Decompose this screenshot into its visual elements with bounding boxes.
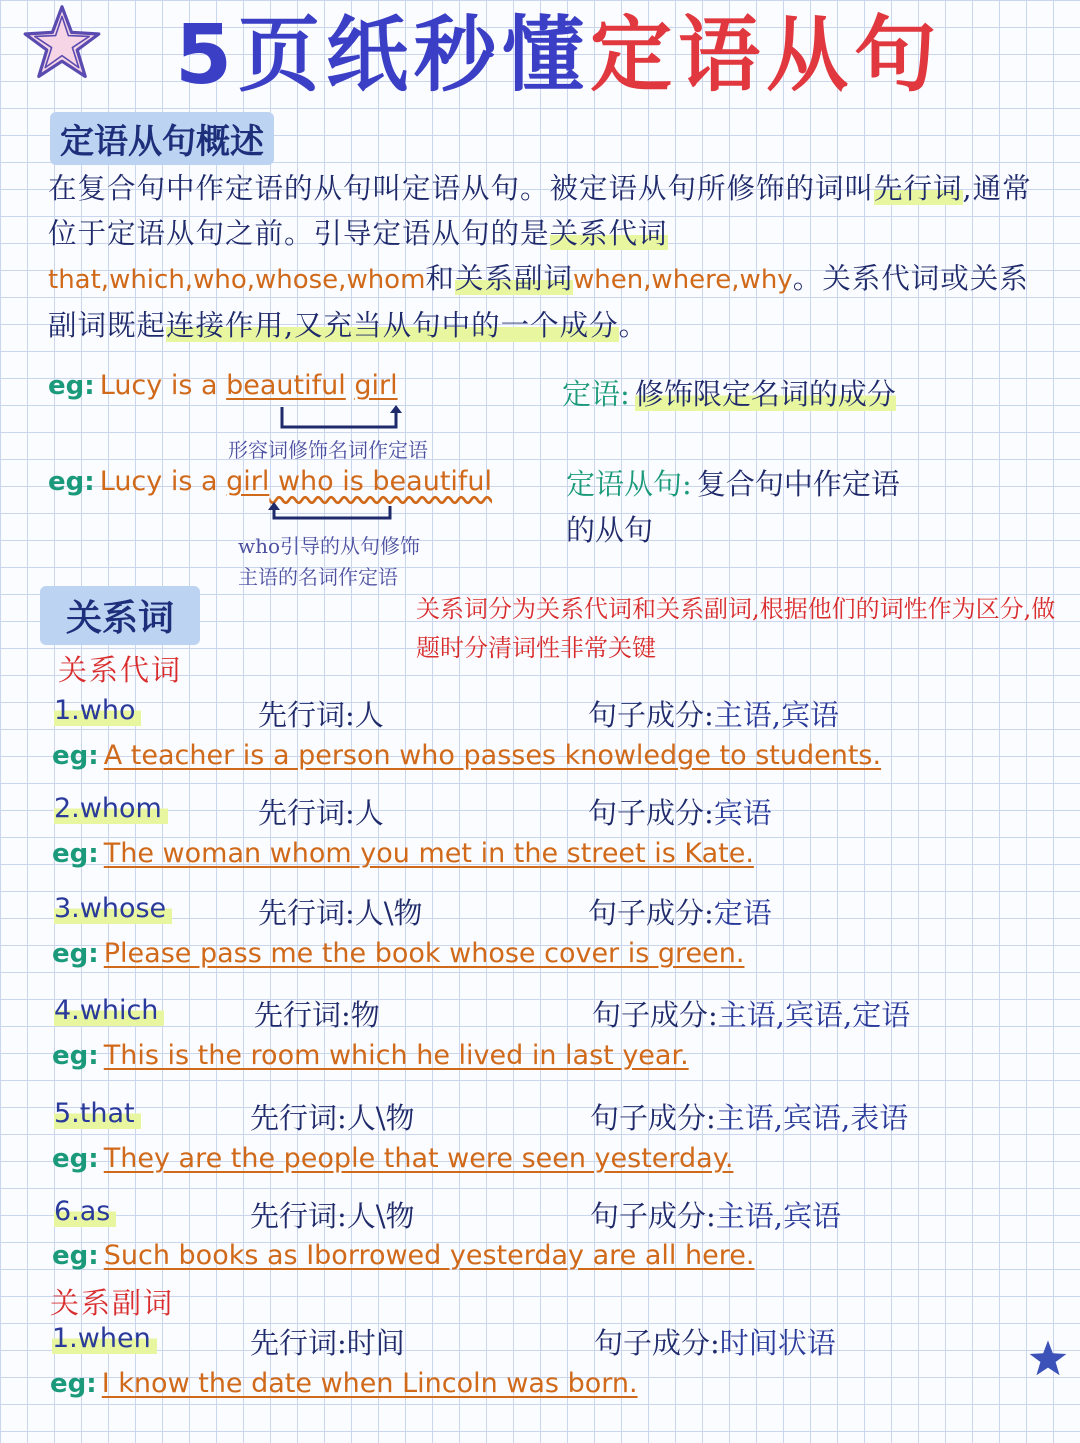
definition-attr-clause [566, 462, 900, 503]
example-2-note-1: who引导的从句修饰 [238, 534, 421, 558]
para-highlight-antecedent: 先行词 [874, 172, 963, 205]
label: 句子成分: [592, 998, 718, 1032]
example-1-sentence [100, 370, 398, 401]
label: 先行词: [250, 1101, 347, 1135]
sentence-part: Lucy is a [99, 370, 227, 401]
example-sentence: I know the date when Lincoln was born. [101, 1368, 638, 1399]
pronoun-antecedent [258, 791, 384, 832]
word-text: 4.which [54, 995, 164, 1026]
eg-label: eg: [52, 1241, 99, 1271]
word-text: 5.that [54, 1098, 141, 1129]
pronoun-example [52, 1040, 689, 1071]
label: 句子成分: [588, 698, 714, 732]
eg-label: eg: [52, 1041, 99, 1071]
pronoun-role [592, 993, 910, 1034]
adverb-word [52, 1323, 157, 1354]
title-part-2: 定语从句 [590, 8, 943, 103]
example-2 [48, 466, 492, 497]
value: 主语,宾语,表语 [715, 1101, 909, 1135]
sentence-part: Lucy is a [99, 466, 227, 497]
pronoun-role [588, 891, 772, 932]
label: 先行词: [258, 796, 355, 830]
eg-label: eg: [48, 371, 95, 401]
value: 定语 [713, 896, 772, 930]
pronoun-word [54, 695, 141, 726]
star-filled-icon [1028, 1338, 1068, 1378]
pronoun-antecedent [258, 891, 423, 932]
eg-label: eg: [52, 939, 99, 969]
def-attr-clause-1: 复合句中作定语 [696, 467, 900, 501]
para-text: 。 [618, 309, 649, 342]
pronoun-antecedent [254, 993, 380, 1034]
label: 先行词: [250, 1326, 347, 1360]
pronoun-example [52, 838, 754, 869]
term-attr-clause: 定语从句: [566, 467, 692, 501]
pronoun-heading: 关系代词 [58, 653, 183, 687]
value: 主语,宾语,定语 [717, 998, 911, 1032]
eg-label: eg: [52, 1144, 99, 1174]
pronoun-role [590, 1096, 908, 1137]
value: 宾语 [713, 796, 772, 830]
label: 句子成分: [594, 1326, 720, 1360]
label: 句子成分: [590, 1101, 716, 1135]
title-part-1: 5页纸秒懂 [175, 8, 591, 103]
example-sentence: This is the room which he lived in last year. [103, 1040, 689, 1071]
example-1-note: 形容词修饰名词作定语 [228, 438, 428, 462]
word-text: 3.whose [54, 893, 172, 924]
pronoun-example [52, 1143, 733, 1174]
example-sentence: A teacher is a person who passes knowledge to students. [103, 740, 882, 771]
term-attributive: 定语: [562, 377, 630, 411]
value: 时间状语 [719, 1326, 836, 1360]
value: 主语,宾语 [715, 1199, 841, 1233]
star-outline-icon [22, 2, 102, 82]
word-text: 1.when [52, 1323, 157, 1354]
pronoun-word [54, 995, 164, 1026]
label: 先行词: [258, 698, 355, 732]
arrow-clause-to-noun [262, 500, 402, 526]
adverb-heading: 关系副词 [50, 1286, 175, 1320]
example-2-clause: who is beautiful [269, 466, 493, 497]
label: 句子成分: [588, 896, 714, 930]
eg-label: eg: [52, 839, 99, 869]
pronoun-antecedent [250, 1194, 415, 1235]
word-text: 6.as [54, 1196, 116, 1227]
eg-label: eg: [48, 467, 95, 497]
para-adverb-list: when,where,why [572, 265, 793, 295]
para-text: 在复合句中作定语的从句叫定语从句。被定语从句所修饰的词叫 [48, 172, 875, 205]
word-text: 1.who [54, 695, 141, 726]
value: 人\物 [354, 896, 423, 930]
example-sentence: Please pass me the book whose cover is green. [103, 938, 745, 969]
pronoun-example [52, 740, 881, 771]
pronoun-role [590, 1194, 841, 1235]
definition-attributive [562, 372, 896, 413]
relatives-note: 关系词分为关系代词和关系副词,根据他们的词性作为区分,做题时分清词性非常关键 [416, 595, 1056, 662]
value: 主语,宾语 [713, 698, 839, 732]
example-2-note-2: 主语的名词作定语 [238, 565, 398, 589]
para-highlight-function: 连接作用,又充当从句中的一个成分 [166, 309, 619, 342]
word-text: 2.whom [54, 793, 168, 824]
page-title [175, 6, 942, 106]
pronoun-example [52, 1240, 754, 1271]
adverb-example [50, 1368, 638, 1399]
para-highlight-rel-pronoun: 关系代词 [549, 217, 668, 250]
label: 先行词: [258, 896, 355, 930]
pronoun-example [52, 938, 744, 969]
label: 句子成分: [590, 1199, 716, 1233]
adverb-antecedent [250, 1321, 405, 1362]
example-1-noun: girl [354, 370, 398, 401]
overview-paragraph [48, 166, 1038, 348]
pronoun-antecedent [250, 1096, 415, 1137]
def-attr-clause-2: 的从句 [566, 513, 654, 547]
value: 人\物 [346, 1199, 415, 1233]
example-sentence: Such books as Iborrowed yesterday are all here. [103, 1240, 755, 1271]
example-sentence: They are the people that were seen yesterday. [103, 1143, 734, 1174]
value: 人 [354, 698, 384, 732]
example-sentence: The woman whom you met in the street is Kate. [103, 838, 754, 869]
section-heading-relatives: 关系词 [40, 586, 200, 645]
section-heading-overview: 定语从句概述 [50, 112, 274, 165]
example-1 [48, 370, 398, 401]
value: 人 [354, 796, 384, 830]
eg-label: eg: [50, 1369, 97, 1399]
pronoun-word [54, 1196, 116, 1227]
para-text: 。关系代词或关系副词既起 [48, 262, 1029, 342]
pronoun-role [588, 693, 839, 734]
adverb-role [594, 1321, 836, 1362]
example-2-noun: girl [226, 466, 270, 497]
pronoun-word [54, 893, 172, 924]
para-highlight-rel-adverb: 关系副词 [454, 262, 573, 295]
example-1-adjective: beautiful [226, 370, 346, 401]
example-2-sentence [100, 466, 492, 497]
label: 先行词: [254, 998, 351, 1032]
para-pronoun-list: that,which,who,whose,whom [48, 265, 426, 295]
label: 先行词: [250, 1199, 347, 1233]
pronoun-role [588, 791, 772, 832]
pronoun-antecedent [258, 693, 384, 734]
para-text: ,通常位于定语从句之前。引导定语从句的是 [48, 172, 1032, 250]
value: 物 [350, 998, 380, 1032]
pronoun-word [54, 1098, 141, 1129]
arrow-adj-to-noun [270, 405, 410, 433]
pronoun-word [54, 793, 168, 824]
value: 人\物 [346, 1101, 415, 1135]
label: 句子成分: [588, 796, 714, 830]
value: 时间 [346, 1326, 405, 1360]
eg-label: eg: [52, 741, 99, 771]
def-attributive: 修饰限定名词的成分 [634, 377, 896, 411]
para-text: 和 [425, 262, 455, 295]
